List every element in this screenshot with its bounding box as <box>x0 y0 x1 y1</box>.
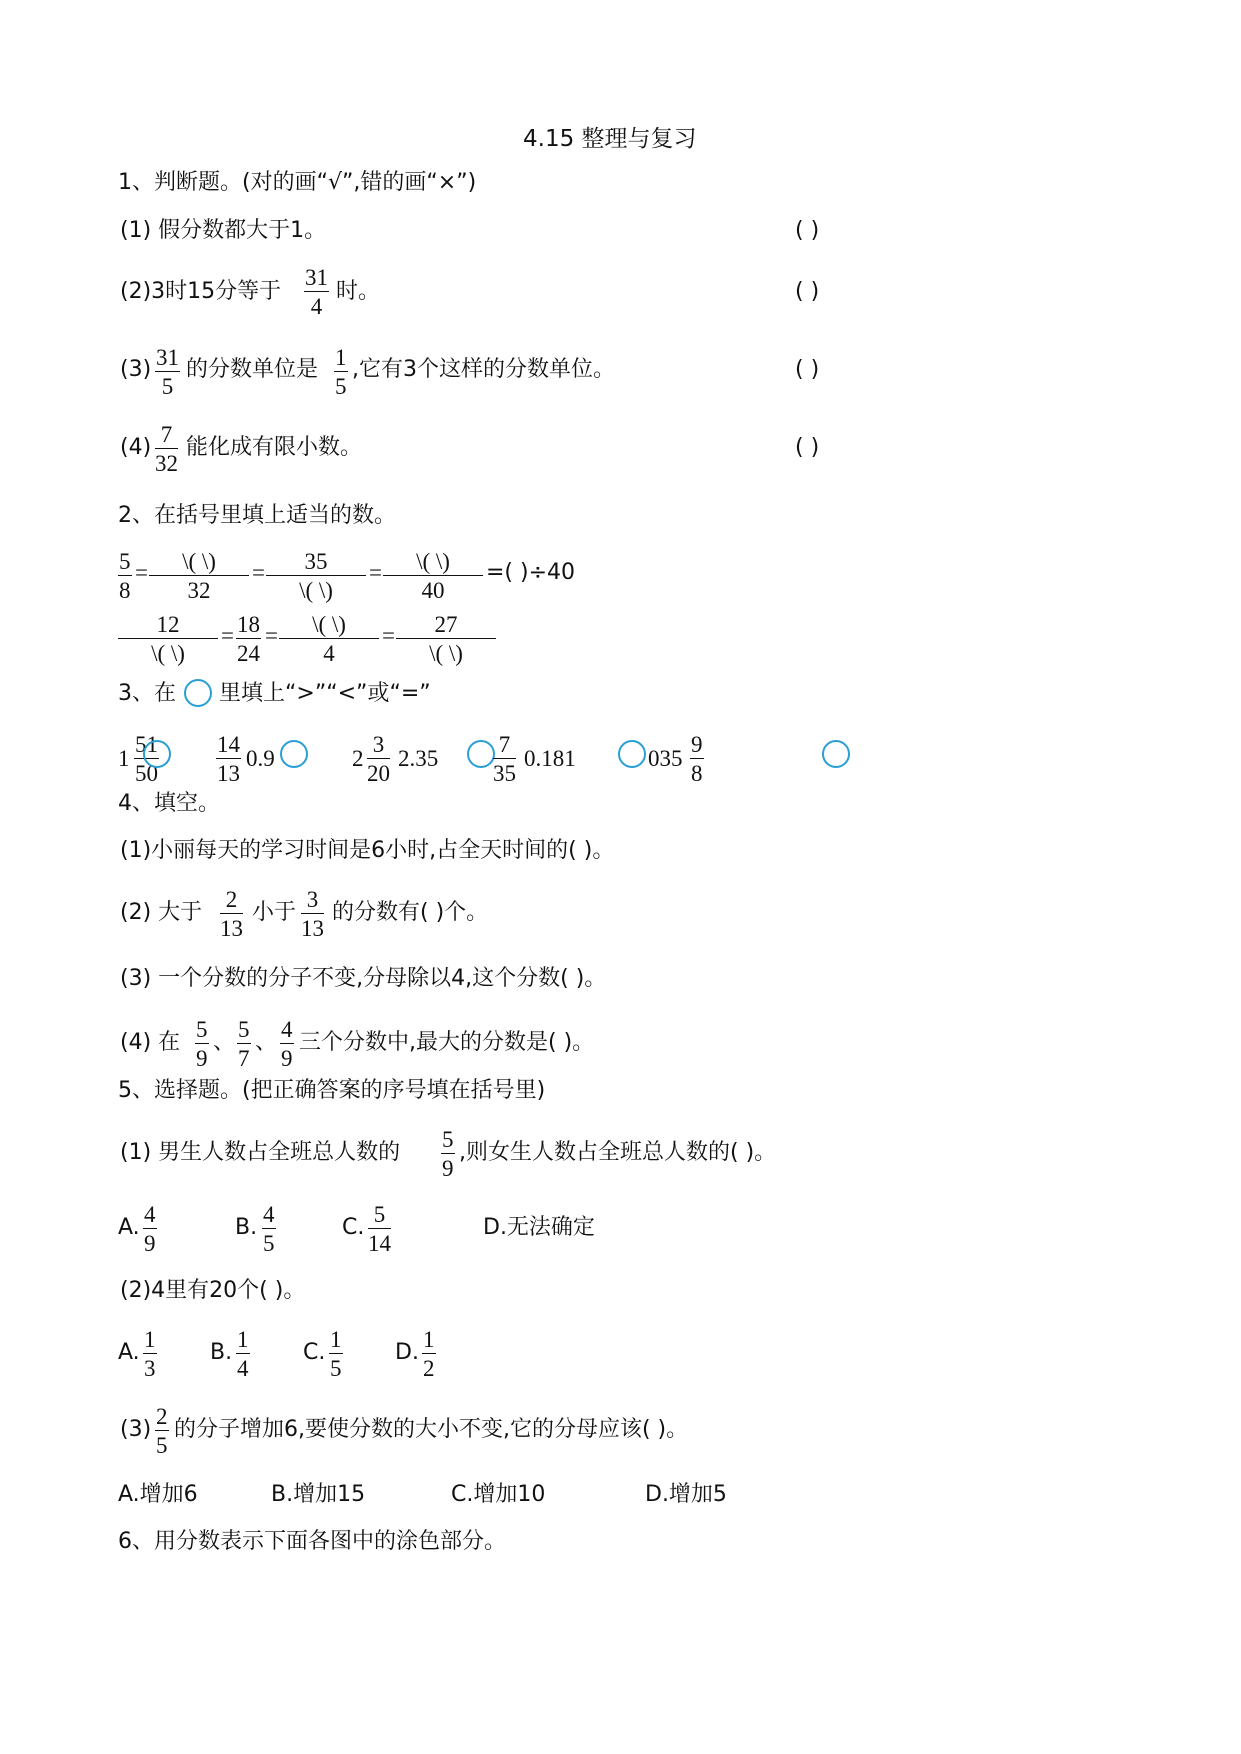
fraction: $\frac{31}{5}$ <box>156 345 179 399</box>
option-c-label: C. <box>303 1340 326 1365</box>
s1-question-2-post: 时。 <box>336 279 381 304</box>
s1-answer-paren-4[interactable]: ( ) <box>795 435 820 460</box>
fraction: $\frac{3}{13}$ <box>301 887 324 941</box>
equals: = <box>382 623 395 648</box>
option-c-label: C. <box>342 1215 365 1240</box>
fraction: $\frac{2}{13}$ <box>220 887 243 941</box>
section-3-heading-pre: 3、在 <box>118 681 176 706</box>
fraction: $\frac{9}{8}$ <box>691 732 703 786</box>
fraction-blank: \( \) 32 <box>149 550 249 602</box>
fraction: $\frac{51}{50}$ <box>135 732 158 786</box>
compare-circle-3[interactable] <box>467 740 495 768</box>
fraction: $\frac{5}{7}$ <box>238 1017 250 1071</box>
separator: 、 <box>255 1030 278 1055</box>
s4-question-3: (3) 一个分数的分子不变,分母除以4,这个分数( )。 <box>120 966 607 991</box>
s1-question-1: (1) 假分数都大于1。 <box>120 218 327 243</box>
fraction: $\frac{14}{13}$ <box>217 732 240 786</box>
fraction: $\frac{2}{5}$ <box>156 1404 168 1458</box>
s4-question-4-pre: (4) 在 <box>120 1030 181 1055</box>
s5-question-3-post: 的分子增加6,要使分数的大小不变,它的分母应该( )。 <box>174 1417 689 1442</box>
compare-circle-1[interactable] <box>143 740 171 768</box>
option-d-label: D. <box>395 1340 419 1365</box>
section-5-heading: 5、选择题。(把正确答案的序号填在括号里) <box>118 1078 546 1103</box>
fraction: $\frac{7}{32}$ <box>155 422 178 476</box>
s5-question-2: (2)4里有20个( )。 <box>120 1278 306 1303</box>
section-6-heading: 6、用分数表示下面各图中的涂色部分。 <box>118 1529 506 1554</box>
s1-answer-paren-3[interactable]: ( ) <box>795 357 820 382</box>
fraction-blank: 27 \( \) <box>396 613 496 665</box>
fraction: $\frac{4}{9}$ <box>144 1202 156 1256</box>
section-3-heading-post: 里填上“>”“<”或“=” <box>219 681 431 706</box>
s1-question-3-pre: (3) <box>120 357 152 382</box>
s4-question-2-pre: (2) 大于 <box>120 900 203 925</box>
s5-question-1-post: ,则女生人数占全班总人数的( )。 <box>459 1140 777 1165</box>
s1-question-4-post: 能化成有限小数。 <box>186 435 363 460</box>
s1-question-3-mid: 的分数单位是 <box>186 357 319 382</box>
s1-question-2-pre: (2)3时15分等于 <box>120 279 282 304</box>
mixed-number-int: 1 <box>118 746 130 771</box>
fraction: $\frac{5}{9}$ <box>442 1127 454 1181</box>
option-b-label: B. <box>235 1215 258 1240</box>
equals: = <box>135 560 148 585</box>
section-4-heading: 4、填空。 <box>118 791 220 816</box>
compare-circle-4[interactable] <box>618 740 646 768</box>
s4-question-2-post: 的分数有( )个。 <box>332 900 489 925</box>
fraction: $\frac{1}{4}$ <box>237 1327 249 1381</box>
fraction: $\frac{4}{5}$ <box>263 1202 275 1256</box>
s5-question-1-pre: (1) 男生人数占全班总人数的 <box>120 1140 401 1165</box>
fraction: $\frac{31}{4}$ <box>305 265 328 319</box>
compare-circle-2[interactable] <box>280 740 308 768</box>
decimal-value: 0.9 <box>246 746 275 771</box>
fraction: $\frac{18}{24}$ <box>237 612 260 666</box>
fraction: $\frac{1}{5}$ <box>335 345 347 399</box>
fraction-blank: \( \) 40 <box>383 550 483 602</box>
s1-answer-paren-1[interactable]: ( ) <box>795 218 820 243</box>
decimal-value: 0.181 <box>524 746 576 771</box>
decimal-value: 2.35 <box>398 746 439 771</box>
fraction: $\frac{1}{5}$ <box>330 1327 342 1381</box>
fraction-blank: \( \) 4 <box>279 613 379 665</box>
s1-answer-paren-2[interactable]: ( ) <box>795 279 820 304</box>
s1-question-4-pre: (4) <box>120 435 152 460</box>
mixed-number-int: 2 <box>352 746 364 771</box>
page-title: 4.15 整理与复习 <box>523 126 697 152</box>
compare-circle-5[interactable] <box>822 740 850 768</box>
option-b: B.增加15 <box>271 1482 366 1507</box>
separator: 、 <box>213 1030 236 1055</box>
fraction: $\frac{7}{35}$ <box>493 732 516 786</box>
equals: = <box>369 560 382 585</box>
option-a-label: A. <box>118 1215 140 1240</box>
equals: = <box>252 560 265 585</box>
s1-question-3-post: ,它有3个这样的分数单位。 <box>352 357 615 382</box>
circle-icon <box>184 679 212 707</box>
fraction: $\frac{5}{14}$ <box>368 1202 391 1256</box>
s4-question-2-mid: 小于 <box>252 900 297 925</box>
section-2-heading: 2、在括号里填上适当的数。 <box>118 503 396 528</box>
fraction: $\frac{4}{9}$ <box>281 1017 293 1071</box>
decimal-value: 035 <box>648 746 683 771</box>
option-b-label: B. <box>210 1340 233 1365</box>
s4-question-1: (1)小丽每天的学习时间是6小时,占全天时间的( )。 <box>120 838 615 863</box>
section-1-heading: 1、判断题。(对的画“√”,错的画“×”) <box>118 170 477 195</box>
fraction: $\frac{1}{2}$ <box>423 1327 435 1381</box>
equals: = <box>265 623 278 648</box>
fraction-blank: 12 \( \) <box>118 613 218 665</box>
s2-row1-tail: =( )÷40 <box>486 560 576 585</box>
s4-question-4-post: 三个分数中,最大的分数是( )。 <box>299 1030 595 1055</box>
option-a: A.增加6 <box>118 1482 198 1507</box>
option-a-label: A. <box>118 1340 140 1365</box>
option-d-label: D.无法确定 <box>483 1215 595 1240</box>
equals: = <box>221 623 234 648</box>
fraction: $\frac{1}{3}$ <box>144 1327 156 1381</box>
option-c: C.增加10 <box>451 1482 546 1507</box>
fraction: $\frac{5}{9}$ <box>196 1017 208 1071</box>
fraction: $\frac{5}{8}$ <box>119 549 131 603</box>
s5-question-3-pre: (3) <box>120 1417 152 1442</box>
fraction: $\frac{3}{20}$ <box>367 732 390 786</box>
fraction-blank: 35 \( \) <box>266 550 366 602</box>
option-d: D.增加5 <box>645 1482 727 1507</box>
